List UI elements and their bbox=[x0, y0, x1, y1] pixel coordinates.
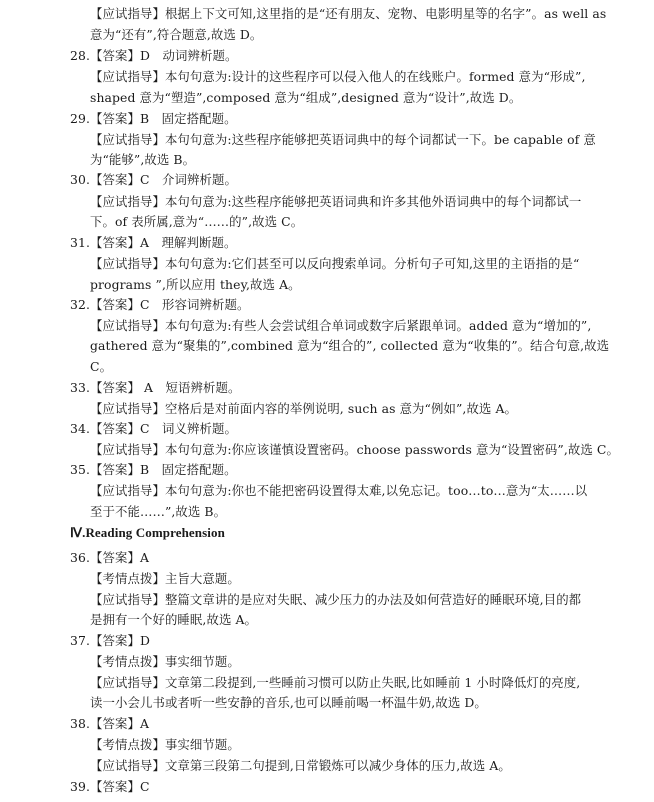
answer-line: 36.【答案】A bbox=[70, 550, 150, 565]
guide-line: shaped 意为“塑造”,composed 意为“组成”,designed 意为“设计”,故选 D。 bbox=[90, 90, 522, 105]
hint-line: 【考情点拨】事实细节题。 bbox=[90, 654, 240, 669]
answer-line: 31.【答案】A 理解判断题。 bbox=[70, 235, 237, 250]
guide-line: 是拥有一个好的睡眠,故选 A。 bbox=[90, 612, 258, 627]
guide-line: 【应试指导】本句句意为:设计的这些程序可以侵入他人的在线账户。formed 意为“形成”, bbox=[90, 69, 586, 84]
answer-line: 38.【答案】A bbox=[70, 716, 150, 731]
guide-line: programs ”,所以应用 they,故选 A。 bbox=[90, 277, 301, 292]
guide-line: gathered 意为“聚集的”,combined 意为“组合的”, collected 意为“收集的”。结合句意,故选 bbox=[90, 338, 610, 353]
guide-line: 【应试指导】整篇文章讲的是应对失眠、减少压力的办法及如何营造好的睡眠环境,目的都 bbox=[90, 592, 582, 607]
guide-line: 【应试指导】空格后是对前面内容的举例说明, such as 意为“例如”,故选 A。 bbox=[90, 401, 517, 416]
section-heading: Ⅳ.Reading Comprehension bbox=[70, 525, 225, 540]
hint-line: 【考情点拨】主旨大意题。 bbox=[90, 571, 240, 586]
answer-line: 39.【答案】C bbox=[70, 779, 150, 794]
answer-line: 35.【答案】B 固定搭配题。 bbox=[70, 462, 237, 477]
guide-line: 【应试指导】本句句意为:你也不能把密码设置得太难,以免忘记。too…to…意为“太……以 bbox=[90, 483, 588, 498]
guide-line: 【应试指导】根据上下文可知,这里指的是“还有朋友、宠物、电影明星等的名字”。as well as bbox=[90, 6, 607, 21]
guide-line: 至于不能……”,故选 B。 bbox=[90, 504, 227, 519]
guide-line: 【应试指导】本句句意为:这些程序能够把英语词典和许多其他外语词典中的每个词都试一 bbox=[90, 194, 582, 209]
guide-line: 【应试指导】本句句意为:这些程序能够把英语词典中的每个词都试一下。be capable of 意 bbox=[90, 132, 596, 147]
answer-line: 34.【答案】C 词义辨析题。 bbox=[70, 421, 237, 436]
hint-line: 【考情点拨】事实细节题。 bbox=[90, 737, 240, 752]
guide-line: 【应试指导】本句句意为:你应该谨慎设置密码。choose passwords 意为“设置密码”,故选 C。 bbox=[90, 442, 619, 457]
answer-line: 33.【答案】 A 短语辨析题。 bbox=[70, 380, 241, 395]
guide-line: 【应试指导】本句句意为:有些人会尝试组合单词或数字后紧跟单词。added 意为“增加的”, bbox=[90, 318, 592, 333]
guide-line: 【应试指导】文章第二段提到,一些睡前习惯可以防止失眠,比如睡前 1 小时降低灯的亮度, bbox=[90, 675, 581, 690]
guide-line: 意为“还有”,符合题意,故选 D。 bbox=[90, 27, 263, 42]
guide-line: 为“能够”,故选 B。 bbox=[90, 152, 196, 167]
answer-line: 32.【答案】C 形容词辨析题。 bbox=[70, 297, 250, 312]
answer-line: 37.【答案】D bbox=[70, 633, 151, 648]
answer-line: 30.【答案】C 介词辨析题。 bbox=[70, 172, 237, 187]
guide-line: 读一小会儿书或者听一些安静的音乐,也可以睡前喝一杯温牛奶,故选 D。 bbox=[90, 695, 487, 710]
guide-line: 下。of 表所属,意为“……的”,故选 C。 bbox=[90, 214, 304, 229]
guide-line: C。 bbox=[90, 359, 113, 374]
answer-line: 29.【答案】B 固定搭配题。 bbox=[70, 111, 237, 126]
answer-line: 28.【答案】D 动词辨析题。 bbox=[70, 48, 238, 63]
guide-line: 【应试指导】本句句意为:它们甚至可以反向搜索单词。分析句子可知,这里的主语指的是“ bbox=[90, 256, 580, 271]
guide-line: 【应试指导】文章第三段第二句提到,日常锻炼可以减少身体的压力,故选 A。 bbox=[90, 758, 511, 773]
